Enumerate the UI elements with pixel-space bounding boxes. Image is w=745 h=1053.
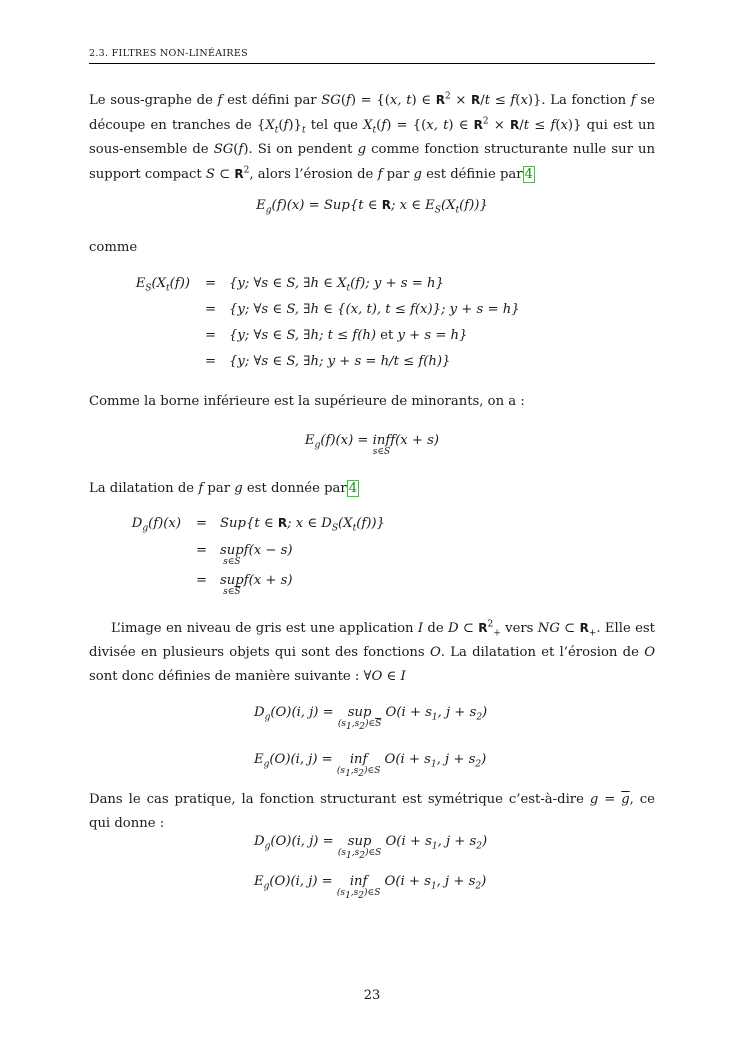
equation-dilatation-symmetric: $D_g(O)(i$, j) = sup $(s_1,s_2)\in S$ $O(i + s_1$, $j + s_2$) [254,834,488,861]
paragraph-subgraph: Le sous-graphe de f est défini par SG(f) = {(x, t) ∈ $R^2 \times R/t \le f(x)$}. La fonction f se découpe en tranches de $\{X_t(f)\}_t$ tel que $X_t(f) = \{(x$, t) ∈ $R^2 \times R/t \le f(x)$} qui est un sous-ensemble de SG(f). Si on pendent g comme fonction structurante nulle sur un support compact S ⊂ $R^2$, alors l’érosion de f par g est définie par 4 [89,91,655,182]
paragraph-borne: Comme la borne inférieure est la supérieure de minorants, on a : [89,394,525,409]
paragraph-image: L’image en niveau de gris est une application I de D ⊂ $R^2_+$ vers NG ⊂ $R_+$. Elle est divisée en plusieurs objets qui sont des fonctions O. La dilatation et l’érosion de O sont donc définies de manière suivante : ∀O ∈ I [89,619,656,684]
word-comme: comme [89,240,138,255]
paragraph-cas-pratique: Dans le cas pratique, la fonction structurant est symétrique c’est-à-dire $g = \overline{g}$, ce qui donne : [89,792,655,831]
equation-erosion-definition: $E_g(f)(x) = Sup\{t$ ∈ R; x ∈ $E_S(X_t(f))$} [256,198,488,216]
citation-link[interactable]: 4 [348,481,358,496]
equation-erosion-symmetric: $E_g(O)(i$, j) = inf $(s_1,s_2)\in S$ $O(i + s_1$, $j + s_2$) [254,874,487,901]
citation-link[interactable]: 4 [524,167,533,182]
equation-dilatation-image: $D_g(O)(i$, j) = sup $(s_1,s_2)\in\overline{S}$ $O(i + s_1$, $j + s_2$) [254,705,488,732]
page-number: 23 [363,988,381,1003]
equation-erosion-inf: $E_g(f)(x)$ = inf s∈S f(x + s) [304,433,440,457]
equation-erosion-image: $E_g(O)(i$, j) = inf $(s_1,s_2)\in S$ $O(i + s_1$, $j + s_2$) [254,752,487,779]
paragraph-dilatation: La dilatation de f par g est donnée par 4 [89,481,358,496]
running-header: 2.3. FILTRES NON-LINÉAIRES [89,48,655,64]
